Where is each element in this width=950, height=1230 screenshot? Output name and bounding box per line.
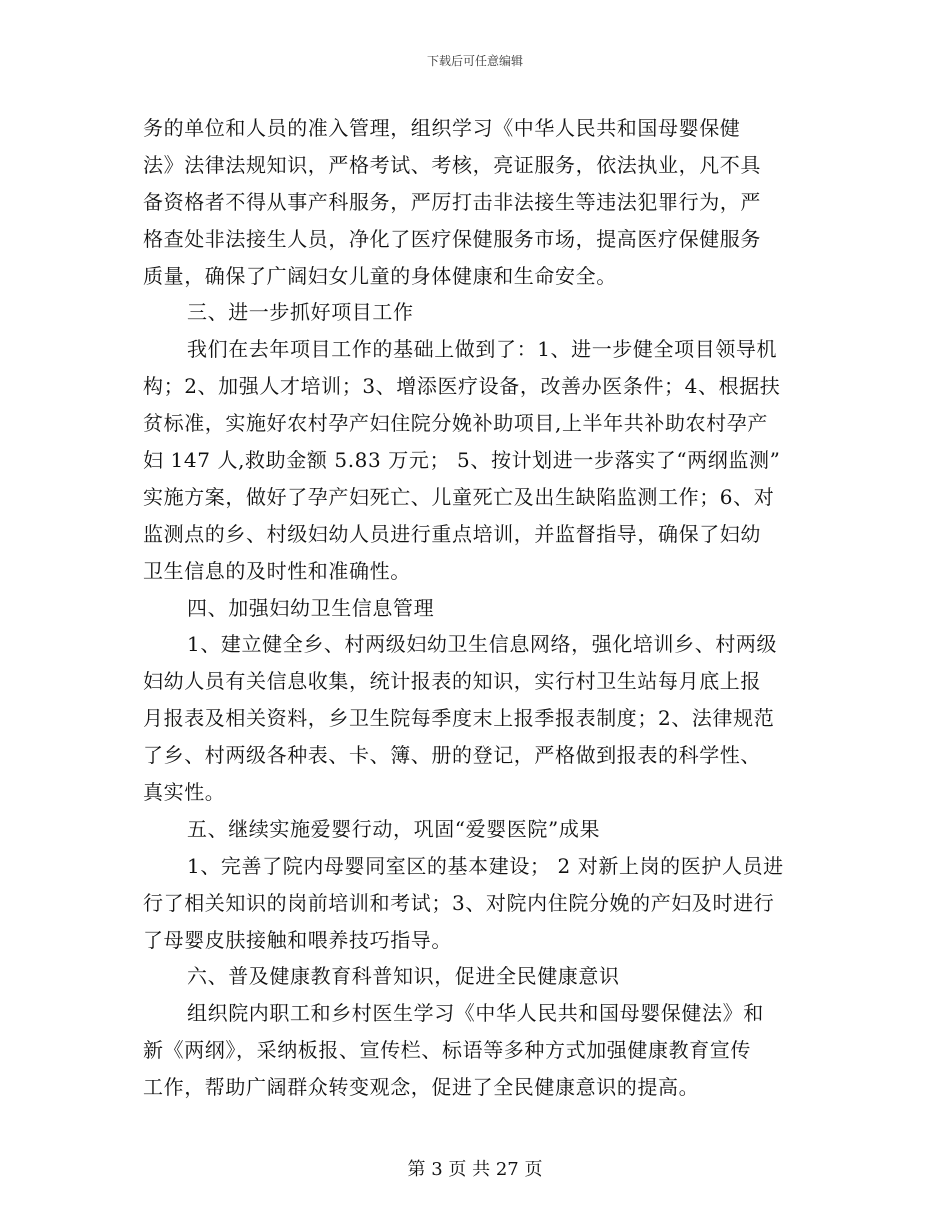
body-line: 备资格者不得从事产科服务，严厉打击非法接生等违法犯罪行为，严 [143,189,761,214]
section-heading: 三、进一步抓好项目工作 [187,300,414,325]
body-line: 新《两纲》，采纳板报、宣传栏、标语等多种方式加强健康教育宣传 [143,1038,751,1063]
body-line: 工作，帮助广阔群众转变观念，促进了全民健康意识的提高。 [143,1075,700,1100]
body-line: 格查处非法接生人员，净化了医疗保健服务市场，提高医疗保健服务 [143,226,761,251]
body-line: 组织院内职工和乡村医生学习《中华人民共和国母婴保健法》和 [187,1001,764,1026]
body-line: 我们在去年项目工作的基础上做到了：1、进一步健全项目领导机 [187,337,778,362]
body-line: 妇 147 人,救助金额 5.83 万元； 5、按计划进一步落实了“两纲监测” [143,448,781,473]
body-line: 1、建立健全乡、村两级妇幼卫生信息网络，强化培训乡、村两级 [187,632,778,657]
body-line: 法》法律法规知识，严格考试、考核，亮证服务，依法执业，凡不具 [143,152,761,177]
body-line: 了母婴皮肤接触和喂养技巧指导。 [143,927,452,952]
body-line: 妇幼人员有关信息收集，统计报表的知识，实行村卫生站每月底上报 [143,669,761,694]
body-line: 月报表及相关资料，乡卫生院每季度末上报季报表制度；2、法律规范 [143,706,775,731]
section-heading: 四、加强妇幼卫生信息管理 [187,595,435,620]
body-line: 了乡、村两级各种表、卡、簿、册的登记，严格做到报表的科学性、 [143,743,761,768]
section-heading: 五、继续实施爱婴行动，巩固“爱婴医院”成果 [187,816,601,841]
body-line: 构；2、加强人才培训；3、增添医疗设备，改善办医条件；4、根据扶 [143,374,781,399]
body-line: 1、完善了院内母婴同室区的基本建设； 2 对新上岗的医护人员进 [187,853,784,878]
page-header: 下载后可任意编辑 [426,54,523,68]
body-line: 监测点的乡、村级妇幼人员进行重点培训，并监督指导，确保了妇幼 [143,521,761,546]
body-line: 卫生信息的及时性和准确性。 [143,558,411,583]
body-line: 实施方案，做好了孕产妇死亡、儿童死亡及出生缺陷监测工作；6、对 [143,484,775,509]
section-heading: 六、普及健康教育科普知识，促进全民健康意识 [187,964,620,989]
body-line: 质量，确保了广阔妇女儿童的身体健康和生命安全。 [143,263,617,288]
page-number: 第 3 页 共 27 页 [407,1159,543,1180]
body-line: 务的单位和人员的准入管理，组织学习《中华人民共和国母婴保健 [143,116,741,140]
document-body [143,110,813,1106]
body-line: 行了相关知识的岗前培训和考试；3、对院内住院分娩的产妇及时进行 [143,890,775,915]
body-line: 贫标准，实施好农村孕产妇住院分娩补助项目,上半年共补助农村孕产 [143,411,768,436]
body-line: 真实性。 [143,780,226,805]
